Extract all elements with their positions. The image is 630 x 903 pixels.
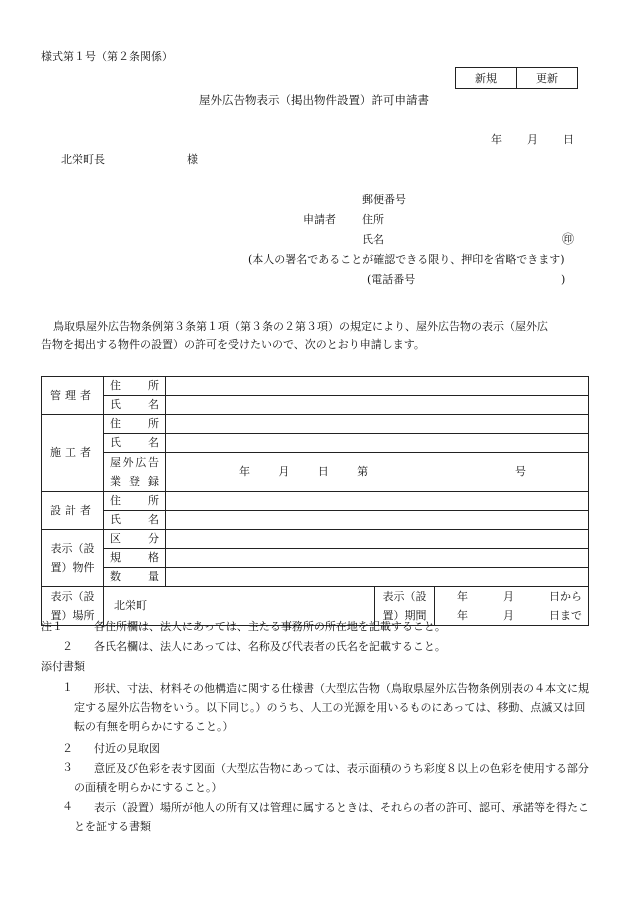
new-label[interactable]: 新規: [456, 68, 517, 88]
note1-text: 各住所欄は、法人にあっては、主たる事務所の所在地を記載すること。: [94, 620, 446, 633]
spec-field[interactable]: [166, 549, 589, 568]
period-to-day: 日まで: [549, 609, 583, 622]
registration-field[interactable]: [166, 453, 589, 492]
spec-label: 規格: [104, 549, 166, 568]
attachment-text-2: 付近の見取図: [94, 742, 160, 755]
renew-label[interactable]: 更新: [536, 72, 558, 85]
designer-label: 設計者: [42, 492, 104, 530]
attachment-num-2: ２: [62, 742, 73, 755]
place-value: 北栄町: [114, 599, 147, 612]
period-from-month: 月: [503, 590, 515, 603]
registration-label-line2: 業登録: [110, 475, 159, 488]
attachment-text-4: 表示（設置）場所が他人の所有又は管理に属するときは、それらの者の許可、認可、承諾等を得たことを証する書類: [74, 801, 589, 833]
table-row: [42, 549, 589, 568]
period-from: [435, 587, 588, 606]
object-label-line2: 置）物件: [50, 561, 95, 574]
object-label: [42, 530, 104, 587]
attachment-num-3: ３: [62, 761, 73, 774]
intro-line-2: 告物を掲出する物件の設置）の許可を受けたいので、次のとおり申請します。: [41, 338, 425, 351]
designer-name-field[interactable]: [166, 511, 589, 530]
date-day[interactable]: 日: [563, 133, 574, 146]
attachment-text-3: 意匠及び色彩を表す図面（大型広告物にあっては、表示面積のうち彩度８以上の色彩を使用する部分の面積を明らかにすること。）: [74, 762, 589, 794]
attachment-text-1: 形状、寸法、材料その他構造に関する仕様書（大型広告物（鳥取県屋外広告物条例別表の４本文に規定する屋外広告物をいう。以下同じ。）のうち、人工の光源を用いるものにあっては、移動、点滅又は回転の有無を明らかにすること。）: [74, 682, 589, 733]
table-row: [42, 377, 589, 396]
new-renew-box: [455, 67, 578, 89]
phone-close: ): [561, 273, 566, 286]
period-to-year: 年: [457, 609, 469, 622]
form-title: 屋外広告物表示（掲出物件設置）許可申請書: [199, 93, 429, 107]
contractor-address-label: 住所: [104, 415, 166, 434]
object-label-line1: 表示（設: [50, 542, 95, 555]
place-label-line1: 表示（設: [50, 590, 95, 603]
intro-line-1: 鳥取県屋外広告物条例第３条第１項（第３条の２第３項）の規定により、屋外広告物の表示（屋外広: [53, 320, 548, 333]
form-number: 様式第１号（第２条関係）: [41, 50, 173, 63]
seal-mark: ㊞: [562, 232, 575, 246]
table-row: [42, 492, 589, 511]
place-label-line2: 置）場所: [50, 609, 95, 622]
date-year[interactable]: 年: [491, 133, 502, 146]
period-from-year: 年: [457, 590, 469, 603]
contractor-label: 施工者: [42, 415, 104, 492]
designer-address-label: 住所: [104, 492, 166, 511]
addressee-honorific: 様: [187, 153, 198, 166]
note1-label: 注１: [41, 620, 63, 633]
applicant-postal-label: 郵便番号: [362, 193, 406, 206]
period-label-line2: 置）期間: [382, 609, 427, 622]
applicant-address-label: 住所: [362, 213, 384, 226]
date-month[interactable]: 月: [527, 133, 538, 146]
attachment-num-1: １: [62, 681, 73, 694]
manager-address-label: 住所: [104, 377, 166, 396]
period-from-day: 日から: [549, 590, 583, 603]
reg-go: 号: [514, 465, 526, 478]
category-field[interactable]: [166, 530, 589, 549]
manager-name-label: 氏名: [104, 396, 166, 415]
table-row: [42, 415, 589, 434]
table-row: [42, 434, 589, 453]
period-to-month: 月: [503, 609, 515, 622]
designer-address-field[interactable]: [166, 492, 589, 511]
registration-label-line1: 屋外広告: [110, 456, 159, 469]
period-to: [435, 606, 588, 625]
manager-name-field[interactable]: [166, 396, 589, 415]
period-label-line1: 表示（設: [382, 590, 427, 603]
signature-note: (本人の署名であることが確認できる限り、押印を省略できます): [248, 253, 565, 266]
note2-label: ２: [62, 640, 73, 653]
manager-label: 管理者: [42, 377, 104, 415]
designer-name-label: 氏名: [104, 511, 166, 530]
table-row: [42, 396, 589, 415]
quantity-field[interactable]: [166, 568, 589, 587]
manager-address-field[interactable]: [166, 377, 589, 396]
contractor-address-field[interactable]: [166, 415, 589, 434]
contractor-name-label: 氏名: [104, 434, 166, 453]
table-row: [42, 453, 589, 492]
phone-label: (電話番号: [367, 273, 416, 286]
reg-month: 月: [278, 465, 290, 478]
attachments-title: 添付書類: [41, 660, 85, 673]
table-row: [42, 568, 589, 587]
table-row: [42, 530, 589, 549]
addressee-name: 北栄町長: [61, 153, 105, 166]
applicant-label: 申請者: [303, 213, 336, 226]
period-field[interactable]: [435, 587, 589, 626]
note2-text: 各氏名欄は、法人にあっては、名称及び代表者の氏名を記載すること。: [94, 640, 446, 653]
quantity-label: 数量: [104, 568, 166, 587]
table-row: [42, 511, 589, 530]
contractor-name-field[interactable]: [166, 434, 589, 453]
applicant-name-label: 氏名: [362, 233, 384, 246]
reg-dai: 第: [357, 465, 369, 478]
reg-year: 年: [239, 465, 250, 478]
reg-day: 日: [317, 465, 329, 478]
attachment-num-4: ４: [62, 800, 73, 813]
category-label: 区分: [104, 530, 166, 549]
registration-label: [104, 453, 166, 492]
application-table: [41, 376, 589, 626]
